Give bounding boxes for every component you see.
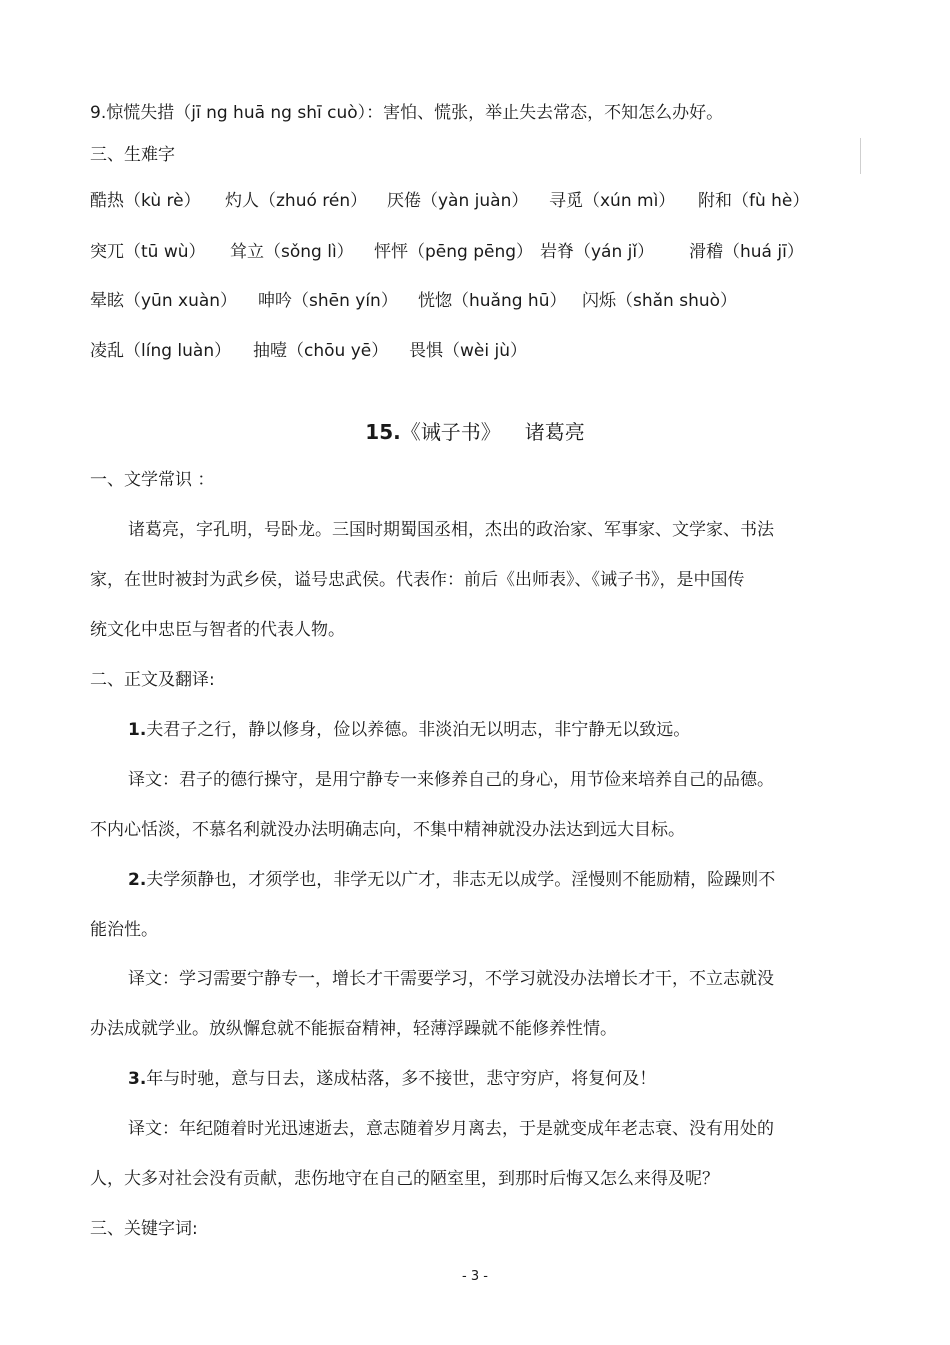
section-heading-literary-knowledge: 一、文学常识 ： xyxy=(90,470,215,490)
vocab-item: 畏惧（wèi jù） xyxy=(409,341,527,361)
intro-paragraph-line: 家，在世时被封为武乡侯，谥号忠武侯。代表作：前后《出师表》、《诫子书》，是中国传 xyxy=(90,570,745,590)
translation-line: 译文：学习需要宁静专一，增长才干需要学习，不学习就没办法增长才干，不立志就没 xyxy=(128,969,774,989)
intro-paragraph-line: 统文化中忠臣与智者的代表人物。 xyxy=(90,620,345,640)
vocab-item: 灼人（zhuó rén） xyxy=(225,191,368,211)
vocab-row-1 xyxy=(90,189,809,213)
vocab-item: 呻吟（shēn yín） xyxy=(258,291,398,311)
item-number: 1. xyxy=(128,720,147,740)
section-heading-difficult-words: 三、生难字 xyxy=(90,145,175,165)
item-number: 3. xyxy=(128,1069,147,1089)
original-text: 年与时驰，意与日去，遂成枯落，多不接世，悲守穷庐，将复何及！ xyxy=(146,1069,657,1089)
vocab-item: 耸立（sǒng lì） xyxy=(230,242,354,262)
original-text: 夫学须静也，才须学也，非学无以广才，非志无以成学。淫慢则不能励精，险躁则不 xyxy=(146,870,776,890)
vocab-item: 恍惚（huǎng hū） xyxy=(418,291,567,311)
vocab-item: 厌倦（yàn juàn） xyxy=(387,191,529,211)
vocab-row-3 xyxy=(90,289,737,313)
article-name: 《诫子书》 xyxy=(400,420,501,444)
vocab-item: 酷热（kù rè） xyxy=(90,191,201,211)
vocab-item: 突兀（tū wù） xyxy=(90,242,206,262)
vocab-item: 滑稽（huá jī） xyxy=(689,242,804,262)
original-text-3 xyxy=(128,1067,656,1091)
vocab-item: 抽噎（chōu yē） xyxy=(253,341,389,361)
page-number: - 3 - xyxy=(462,1269,488,1284)
translation-line: 不内心恬淡，不慕名利就没办法明确志向，不集中精神就没办法达到远大目标。 xyxy=(90,820,685,840)
vocab-row-2 xyxy=(90,240,804,264)
section-heading-key-words: 三、关键字词: xyxy=(90,1219,198,1239)
vocab-item: 岩脊（yán jǐ） xyxy=(540,242,655,262)
margin-rule xyxy=(860,138,861,174)
article-number: 15. xyxy=(365,420,401,444)
vocab-item: 怦怦（pēng pēng） xyxy=(374,242,534,262)
translation-line: 译文：君子的德行操守，是用宁静专一来修养自己的身心，用节俭来培养自己的品德。 xyxy=(128,770,774,790)
original-text-1 xyxy=(128,718,690,742)
vocab-item: 附和（fù hè） xyxy=(698,191,810,211)
vocab-item: 闪烁（shǎn shuò） xyxy=(582,291,738,311)
original-text: 夫君子之行，静以修身，俭以养德。非淡泊无以明志，非宁静无以致远。 xyxy=(146,720,691,740)
translation-line: 办法成就学业。放纵懈怠就不能振奋精神，轻薄浮躁就不能修养性情。 xyxy=(90,1019,617,1039)
vocab-item: 晕眩（yūn xuàn） xyxy=(90,291,238,311)
vocab-item: 寻觅（xún mì） xyxy=(549,191,676,211)
translation-line: 译文：年纪随着时光迅速逝去，意志随着岁月离去，于是就变成年老志衰、没有用处的 xyxy=(128,1119,774,1139)
article-title xyxy=(0,419,950,445)
original-text-2 xyxy=(128,868,775,892)
vocab-item: 凌乱（líng luàn） xyxy=(90,341,232,361)
translation-line: 人，大多对社会没有贡献，悲伤地守在自己的陋室里，到那时后悔又怎么来得及呢？ xyxy=(90,1169,719,1189)
article-author: 诸葛亮 xyxy=(524,420,585,444)
original-text-line: 能治性。 xyxy=(90,920,158,940)
intro-paragraph-line: 诸葛亮，字孔明，号卧龙。三国时期蜀国丞相，杰出的政治家、军事家、文学家、书法 xyxy=(128,520,774,540)
item-number: 2. xyxy=(128,870,147,890)
section-heading-text-translation: 二、正文及翻译: xyxy=(90,670,215,690)
vocab-row-4 xyxy=(90,339,527,363)
vocab-entry-9: 9.惊慌失措（jī ng huā ng shī cuò）：害怕、慌张，举止失去常态，不知怎么办好。 xyxy=(90,103,724,123)
